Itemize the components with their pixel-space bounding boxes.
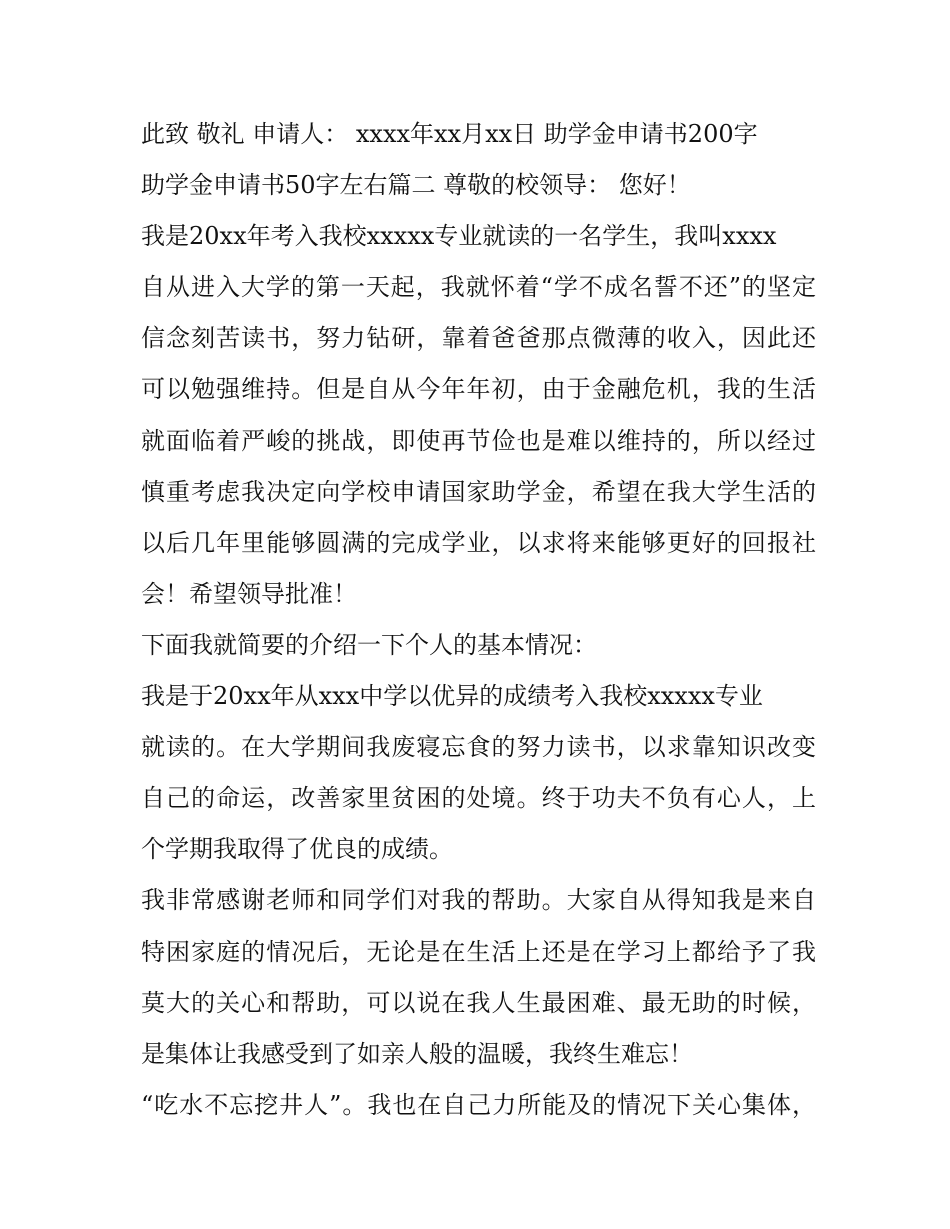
- text-line: 我是20xx年考入我校xxxxx专业就读的一名学生，我叫xxxx: [141, 222, 777, 251]
- text-line: 可以勉强维持。但是自从今年年初，由于金融危机，我的生活: [141, 375, 816, 404]
- text-line: 是集体让我感受到了如亲人般的温暖，我终生难忘！: [141, 1039, 693, 1068]
- text-line: 助学金申请书50字左右篇二 尊敬的校领导： 您好！: [141, 171, 691, 200]
- text-line: 此致 敬礼 申请人： xxxx年xx月xx日 助学金申请书200字: [141, 120, 758, 148]
- text-line: 慎重考虑我决定向学校申请国家助学金，希望在我大学生活的: [141, 477, 816, 506]
- text-line: 我是于20xx年从xxx中学以优异的成绩考入我校xxxxx专业: [141, 682, 763, 711]
- text-line: 会！希望领导批准！: [141, 579, 357, 608]
- text-line: 我非常感谢老师和同学们对我的帮助。大家自从得知我是来自: [141, 886, 816, 915]
- text-line: 信念刻苦读书，努力钻研，靠着爸爸那点微薄的收入，因此还: [141, 324, 816, 353]
- text-line: 就读的。在大学期间我废寝忘食的努力读书，以求靠知识改变: [141, 733, 816, 762]
- text-line: 特困家庭的情况后，无论是在生活上还是在学习上都给予了我: [141, 937, 816, 966]
- text-line: 以后几年里能够圆满的完成学业，以求将来能够更好的回报社: [141, 528, 816, 557]
- document-body: [141, 109, 816, 1131]
- text-line: 自己的命运，改善家里贫困的处境。终于功夫不负有心人，上: [141, 784, 816, 813]
- text-line: “吃水不忘挖井人”。我也在自己力所能及的情况下关心集体，: [141, 1090, 816, 1119]
- text-line: 就面临着严峻的挑战，即使再节俭也是难以维持的，所以经过: [141, 426, 816, 455]
- text-line: 个学期我取得了优良的成绩。: [141, 835, 453, 864]
- text-line: 莫大的关心和帮助，可以说在我人生最困难、最无助的时候，: [141, 988, 816, 1017]
- text-line: 自从进入大学的第一天起，我就怀着“学不成名誓不还”的坚定: [141, 273, 816, 302]
- text-line: 下面我就简要的介绍一下个人的基本情况：: [141, 630, 597, 659]
